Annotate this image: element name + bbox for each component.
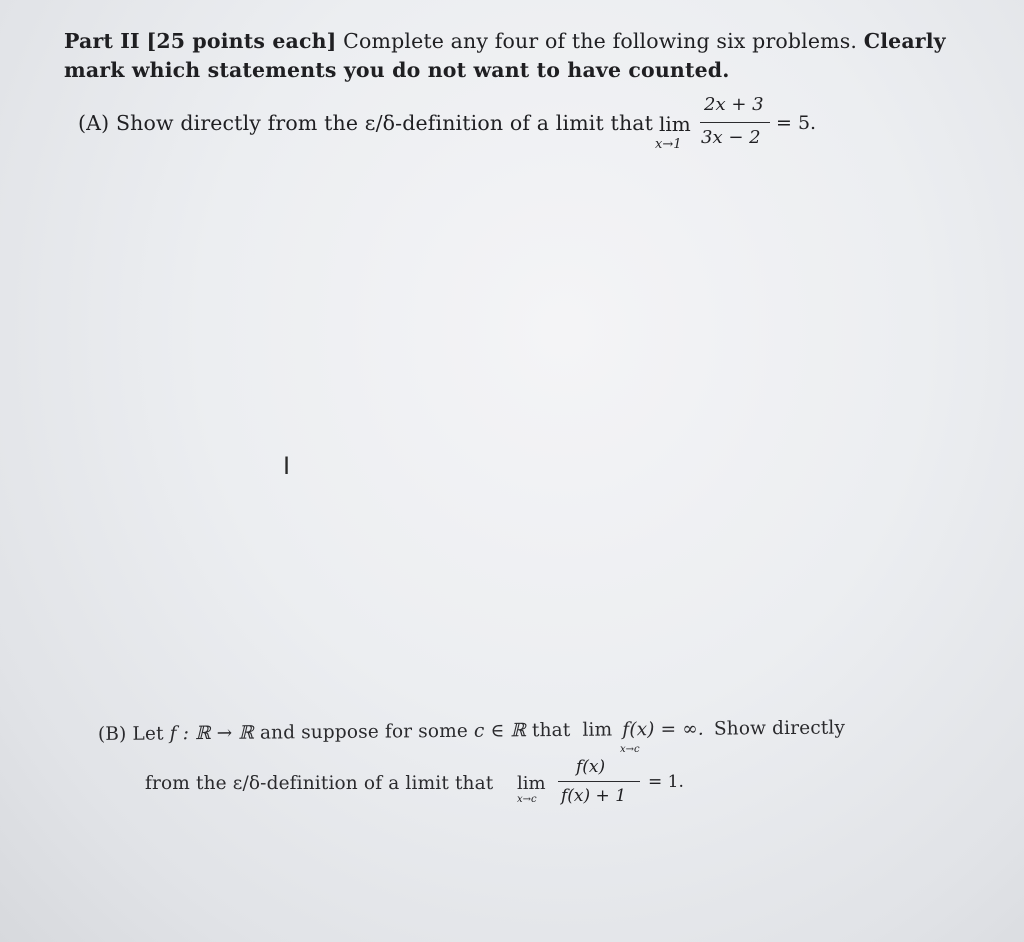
problem-a-result: = 5. xyxy=(776,112,817,134)
problem-b-lim2-sub: x→c xyxy=(517,794,537,805)
problem-a-text xyxy=(78,111,653,135)
problem-b-numerator: f(x) xyxy=(576,757,606,777)
problem-b-label: (B) xyxy=(97,723,127,745)
problem-b-denominator: f(x) + 1 xyxy=(561,786,627,806)
problem-b-lim: lim xyxy=(582,719,613,741)
problem-b-f-map: f : ℝ → ℝ xyxy=(169,722,254,745)
part-header xyxy=(64,29,946,53)
problem-b-f-of-x: f(x) = ∞. xyxy=(622,718,704,741)
problem-a-denominator: 3x − 2 xyxy=(701,127,761,148)
problem-b-lim2: lim xyxy=(517,773,546,794)
problem-b-line-1 xyxy=(98,717,845,745)
problem-b-c-in-r: c ∈ ℝ xyxy=(473,720,527,742)
instruction-bold-1: Clearly xyxy=(863,29,946,53)
part-label: Part II xyxy=(64,29,140,53)
problem-b-let: Let xyxy=(132,723,164,745)
problem-a-numerator: 2x + 3 xyxy=(704,94,764,115)
instruction-bold-2: mark which statements you do not want to have counted. xyxy=(64,58,730,82)
problem-a-label: (A) xyxy=(78,111,110,135)
instruction-text: Complete any four of the following six problems. xyxy=(343,29,858,53)
problem-b-that: that xyxy=(531,719,571,742)
problem-a-fraction-bar xyxy=(700,122,770,123)
problem-a-statement: Show directly from the ε/δ-definition of a limit that xyxy=(115,111,654,135)
problem-b-line-2: from the ε/δ-definition of a limit that xyxy=(145,773,494,794)
points-label: [25 points each] xyxy=(146,29,337,53)
problem-b-suppose: and suppose for some xyxy=(259,720,469,744)
problem-b-lim-sub: x→c xyxy=(620,744,640,755)
problem-b-fraction-bar xyxy=(558,781,640,782)
problem-b-result: = 1. xyxy=(648,772,684,792)
problem-a-lim-sub: x→1 xyxy=(655,137,682,152)
problem-a-lim: lim xyxy=(659,112,691,136)
text-cursor-icon: I xyxy=(283,452,291,480)
problem-b-show: Show directly xyxy=(713,717,846,740)
